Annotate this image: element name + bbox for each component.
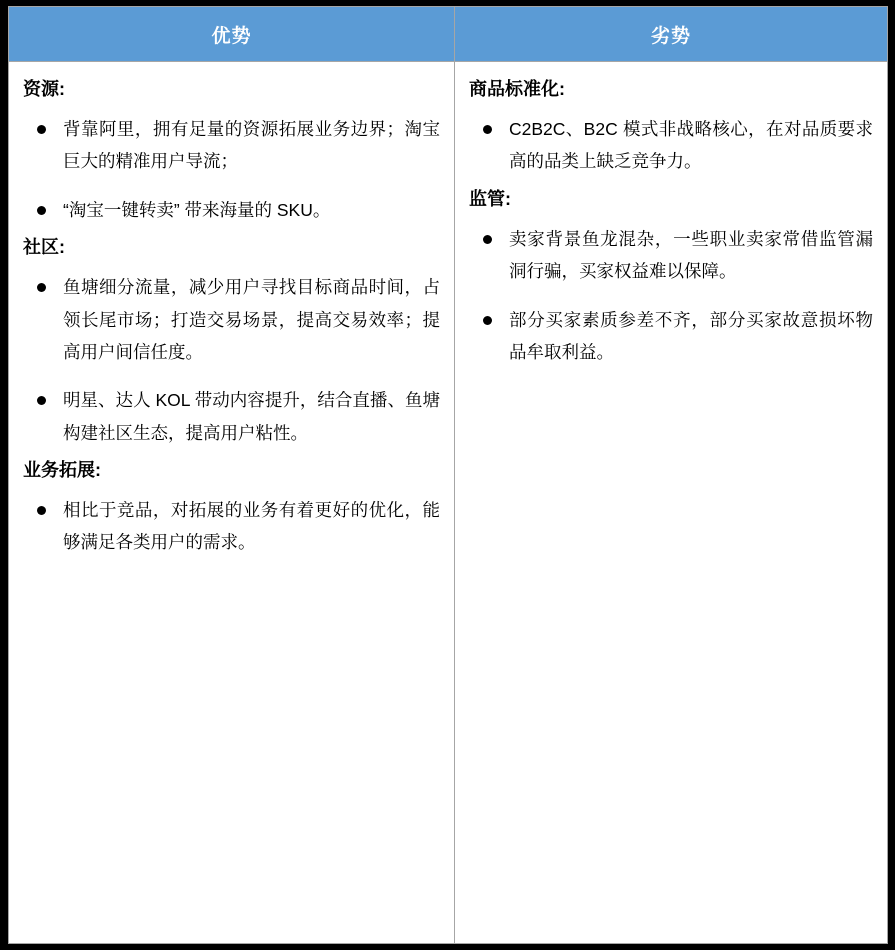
bullet-list xyxy=(23,271,440,449)
list-item: 相比于竞品，对拓展的业务有着更好的优化，能够满足各类用户的需求。 xyxy=(23,494,440,559)
section-title: 商品标准化: xyxy=(469,79,565,99)
bullet-list xyxy=(23,113,440,226)
column-header-weaknesses: 劣势 xyxy=(455,7,888,62)
section-title: 监管: xyxy=(469,188,511,209)
table-header-row xyxy=(9,7,888,62)
swot-table xyxy=(8,6,888,944)
weaknesses-cell xyxy=(455,62,888,944)
list-item: 背靠阿里，拥有足量的资源拓展业务边界；淘宝巨大的精准用户导流； xyxy=(23,113,440,178)
bullet-list xyxy=(469,223,873,369)
list-item: C2B2C、B2C 模式非战略核心，在对品质要求高的品类上缺乏竞争力。 xyxy=(469,113,873,178)
column-header-strengths: 优势 xyxy=(9,7,455,62)
bullet-list xyxy=(469,113,873,178)
list-item: 卖家背景鱼龙混杂，一些职业卖家常借监管漏洞行骗，买家权益难以保障。 xyxy=(469,223,873,288)
list-item: “淘宝一键转卖” 带来海量的 SKU。 xyxy=(23,194,440,226)
list-item: 鱼塘细分流量，减少用户寻找目标商品时间，占领长尾市场；打造交易场景，提高交易效率；提高用户间信任度。 xyxy=(23,271,440,368)
section-title: 业务拓展: xyxy=(23,460,101,480)
section-title: 资源: xyxy=(23,79,65,99)
table-body-row xyxy=(9,62,888,944)
list-item: 部分买家素质参差不齐，部分买家故意损坏物品牟取利益。 xyxy=(469,304,873,369)
list-item: 明星、达人 KOL 带动内容提升，结合直播、鱼塘构建社区生态，提高用户粘性。 xyxy=(23,384,440,449)
strengths-cell xyxy=(9,62,455,944)
bullet-list xyxy=(23,494,440,559)
section-title: 社区: xyxy=(23,237,65,258)
